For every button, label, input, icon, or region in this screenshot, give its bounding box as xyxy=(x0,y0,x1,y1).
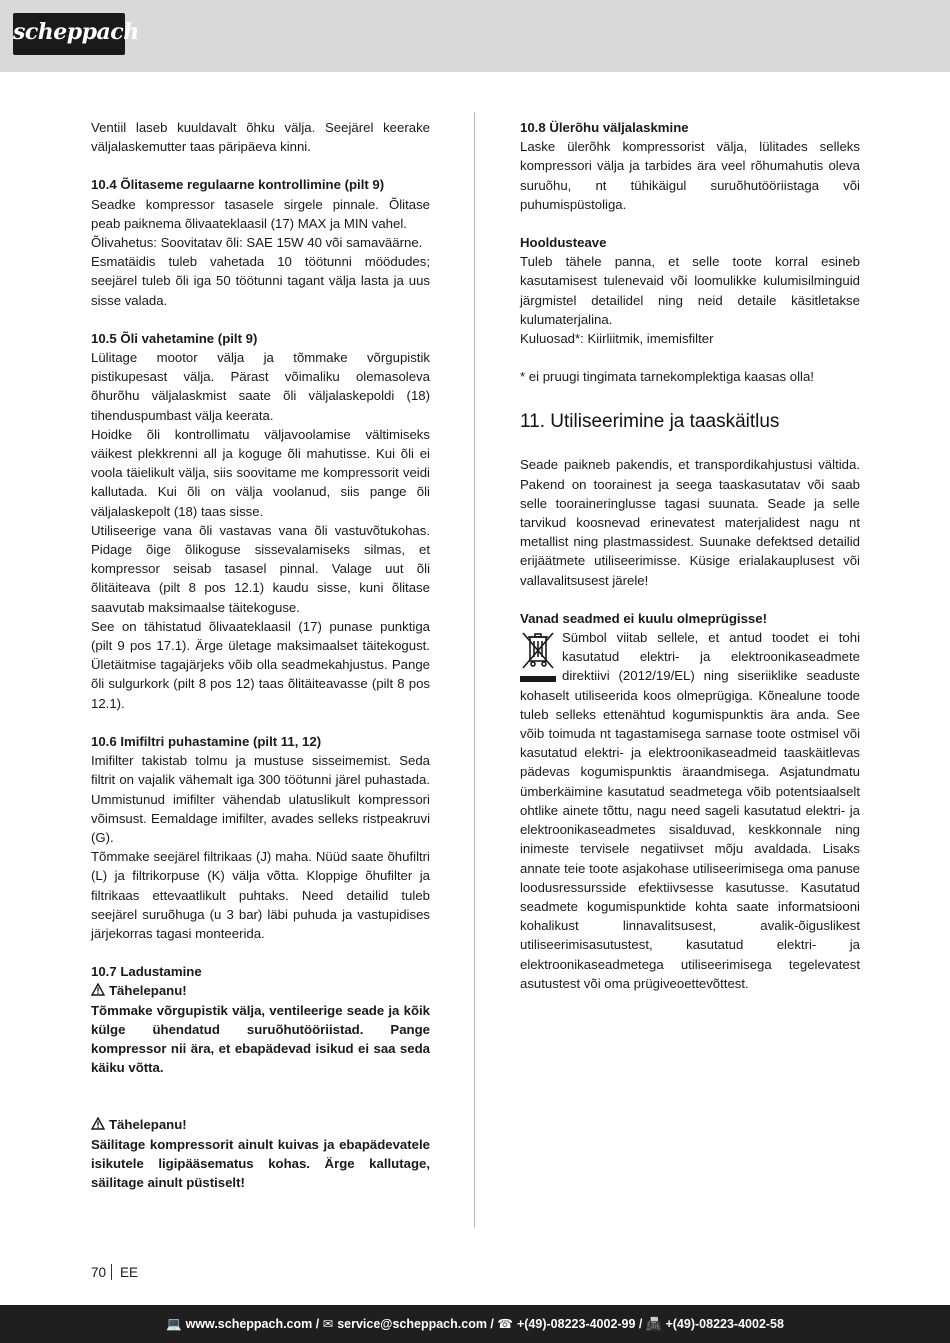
right-column xyxy=(520,118,860,993)
page-footer xyxy=(91,1264,138,1282)
warning-triangle-icon xyxy=(91,1117,105,1130)
warning-text: Säilitage kompressorit ainult kuivas ja ebapädevatele isikutele ligipääsematus kohas. Ärge kallutage, säilitage ainult püstiselt! xyxy=(91,1136,430,1190)
scheppach-logo xyxy=(13,13,139,55)
section-10-5-title: 10.5 Õli vahetamine (pilt 9) xyxy=(91,330,258,346)
warning-label: Tähelepanu! xyxy=(109,1117,187,1133)
section-10-5-paragraph: Utiliseerige vana õli vastavas vana õli vastuvõtukohas. Pidage õige õlikoguse sissevalamiseks silmas, et kompressor seisab tasasel pinnal. Valage uut õli õlitäiteava (pilt 8 pos 12.1) kaudu sisse, kuni õlitase saavutab maksimaalse täitekoguse. xyxy=(91,522,430,615)
section-10-6-paragraph: Tõmmake seejärel filtrikaas (J) maha. Nüüd saate õhufiltri (L) ja filtrikorpuse (K) välja võtta. Kloppige õhufilter ja filtrikaas ettevaatlikult puhtaks. Need detailid tuleb seejärel suruõhuga (u 3 bar) läbi puhuda ja vastupidises järjekorras tagasi monteerida. xyxy=(91,849,430,941)
warning-text: Tõmmake võrgupistik välja, ventileerige seade ja kõik külge ühendatud suruõhutööriistad. Pange kompressor nii ära, et ebapädevad isikud ei saa seda käiku võtta. xyxy=(91,1002,430,1076)
footnote-text: * ei pruugi tingimata tarnekomplektiga kaasas olla! xyxy=(520,369,814,385)
warning-label: Tähelepanu! xyxy=(109,983,187,999)
header-bar xyxy=(0,0,950,72)
warning-triangle-icon xyxy=(91,983,105,996)
weee-paragraph: Sümbol viitab sellele, et antud toodet ei tohi kasutatud elektri- ja elektroonikaseadmete direktiivi (2012/19/EL) ning siseriiklike seaduste kohaselt utiliseerida koos olmeprügiga. Kõnealune toode tuleb selleks ettenähtud kogumispunktis ära anda. See võib toimuda nt tagastamisega sarnase toote ostmisel või kasutatud elektri- ja elektroonikaseadmeid taaskäitlevas pädevas kogumispunktis äraandmisega. Asjatundmatu ümberkäimine kasutatud seadmetega võib potentsiaalselt ohtlike ainete tõttu, nagu need sageli kasutatud elektri- ja elektroonikaseadmetes sisalduvad, keskkonnale ning inimeste tervisele negatiivset mõju avaldada. Lisaks annate teie toote asjakohase utiliseerimisega oma panuse loodusressursside efektiivsesse kasutusse. Kasutatud seadmete kogumispunktide kohta saate informatsiooni kohalikust linnavalitsusest, avalik-õiguslikest utiliseerimisasutustest, kasutatud elektri- ja elektroonikaseadmetega utiliseerimisega tegelevatest asutustest või oma prügiveoettevõttest. xyxy=(520,630,860,991)
section-10-5-paragraph: Hoidke õli kontrollimatu väljavoolamise vältimiseks väikest plekkrenni all ja koguge õli mahutisse. Kui õli ei voola täielikult välja, siis soovitame me kompressorit veidi kallutada. Kui õli on välja voolanud, siis pange õli väljalaskepolt (18) taas sisse. xyxy=(91,426,430,519)
service-info-title: Hooldusteave xyxy=(520,235,607,251)
wear-parts-text: Kuluosad*: Kiirliitmik, imemisfilter xyxy=(520,331,714,347)
page-number: 70 xyxy=(91,1265,107,1280)
logo-text: scheppach xyxy=(13,19,139,45)
contact-bar xyxy=(0,1305,950,1343)
weee-title: Vanad seadmed ei kuulu olmeprügisse! xyxy=(520,610,767,626)
intro-paragraph: Ventiil laseb kuuldavalt õhku välja. Seejärel keerake väljalaskemutter taas päripäeva kinni. xyxy=(91,120,430,155)
left-column xyxy=(91,118,430,1192)
section-10-5-paragraph: See on tähistatud õlivaateklaasil (17) punase punktiga (pilt 9 pos 17.1). Ärge ületage maksimaalset täitekogust. Ületäitmise tagajärjeks võib olla seadmekahjustus. Pange õli sulgurkork (pilt 8 pos 12) taas õlitäiteavasse (pilt 8 pos 12.1). xyxy=(91,618,430,711)
section-10-4-title: 10.4 Õlitaseme regulaarne kontrollimine (pilt 9) xyxy=(91,177,385,193)
section-10-6-title: 10.6 Imifiltri puhastamine (pilt 11, 12) xyxy=(91,733,322,749)
service-info-paragraph: Tuleb tähele panna, et selle toote korral esineb kasutamisest tulenevaid või loomulikke kulumisilminguid järgmistel detailidel ning neid detaile käsitletakse kulumaterjalina. xyxy=(520,254,860,327)
section-10-8-paragraph: Laske ülerõhk kompressorist välja, lülitades selleks kompressori välja ja tarbides ära veel rõhumahutis oleva suruõhu, nt tühikäigul suruõhutööriistaga või puhumispüstoliga. xyxy=(520,139,860,212)
section-10-4-paragraph: Esmatäidis tuleb vahetada 10 töötunni möödudes; seejärel tuleb õli iga 50 töötunni tagant välja lasta ja uus sisse valada. xyxy=(91,254,430,308)
mail-icon: ✉ xyxy=(322,1317,334,1331)
email-link[interactable]: service@scheppach.com / xyxy=(337,1317,494,1331)
computer-icon: 💻 xyxy=(166,1317,182,1331)
warning-heading xyxy=(91,1115,430,1134)
section-10-4-paragraph: Seadke kompressor tasasele sirgele pinnale. Õlitase peab paiknema õlivaateklaasil (17) MAX ja MIN vahel. xyxy=(91,196,430,231)
section-11-title: 11. Utiliseerimine ja taaskäitlus xyxy=(520,411,780,433)
fax-number: +(49)-08223-4002-58 xyxy=(665,1317,784,1331)
section-11-paragraph: Seade paikneb pakendis, et transpordikahjustusi vältida. Pakend on toorainest ja seega taaskasutatav või saab selle tooraineringlusse tagasi suunata. Seade ja selle tarvikud koosnevad erinevatest materjalidest nagu nt metallist ning plastmassidest. Suunake defektsed detailid erijäätmete utiliseerimisse. Küsige erialakauplusest või vallavalitsusest järele! xyxy=(520,457,860,588)
weee-block xyxy=(520,628,860,993)
phone-icon: ☎ xyxy=(497,1317,513,1331)
website-link[interactable]: www.scheppach.com / xyxy=(185,1317,320,1331)
section-10-4-paragraph: Õlivahetus: Soovitatav õli: SAE 15W 40 või samaväärne. xyxy=(91,235,423,251)
section-10-8-title: 10.8 Ülerõhu väljalaskmine xyxy=(520,120,689,135)
crossed-bin-icon xyxy=(520,630,556,685)
section-10-6-paragraph: Imifilter takistab tolmu ja mustuse sisseimemist. Seda filtrit on vajalik vähemalt iga 300 töötunni järel puhastada. Ummistunud imifilter vähendab ulatuslikult kompressori võimsust. Eemaldage imifilter, avades selleks ristpeakruvi (G). xyxy=(91,753,430,845)
phone-number: +(49)-08223-4002-99 / xyxy=(516,1317,643,1331)
warning-heading xyxy=(91,981,430,1000)
fax-icon: 📠 xyxy=(645,1317,662,1331)
section-10-5-paragraph: Lülitage mootor välja ja tõmmake võrgupistik pistikupesast välja. Pärast võimaliku olemasoleva õhurõhu väljalaskmist saate õli väljalaskepoldi (18) tihenduspumbast välja keerata. xyxy=(91,350,430,423)
language-code: EE xyxy=(120,1265,139,1280)
footer-separator xyxy=(111,1264,112,1280)
column-divider xyxy=(474,112,475,1228)
section-10-7-title: 10.7 Ladustamine xyxy=(91,964,202,980)
